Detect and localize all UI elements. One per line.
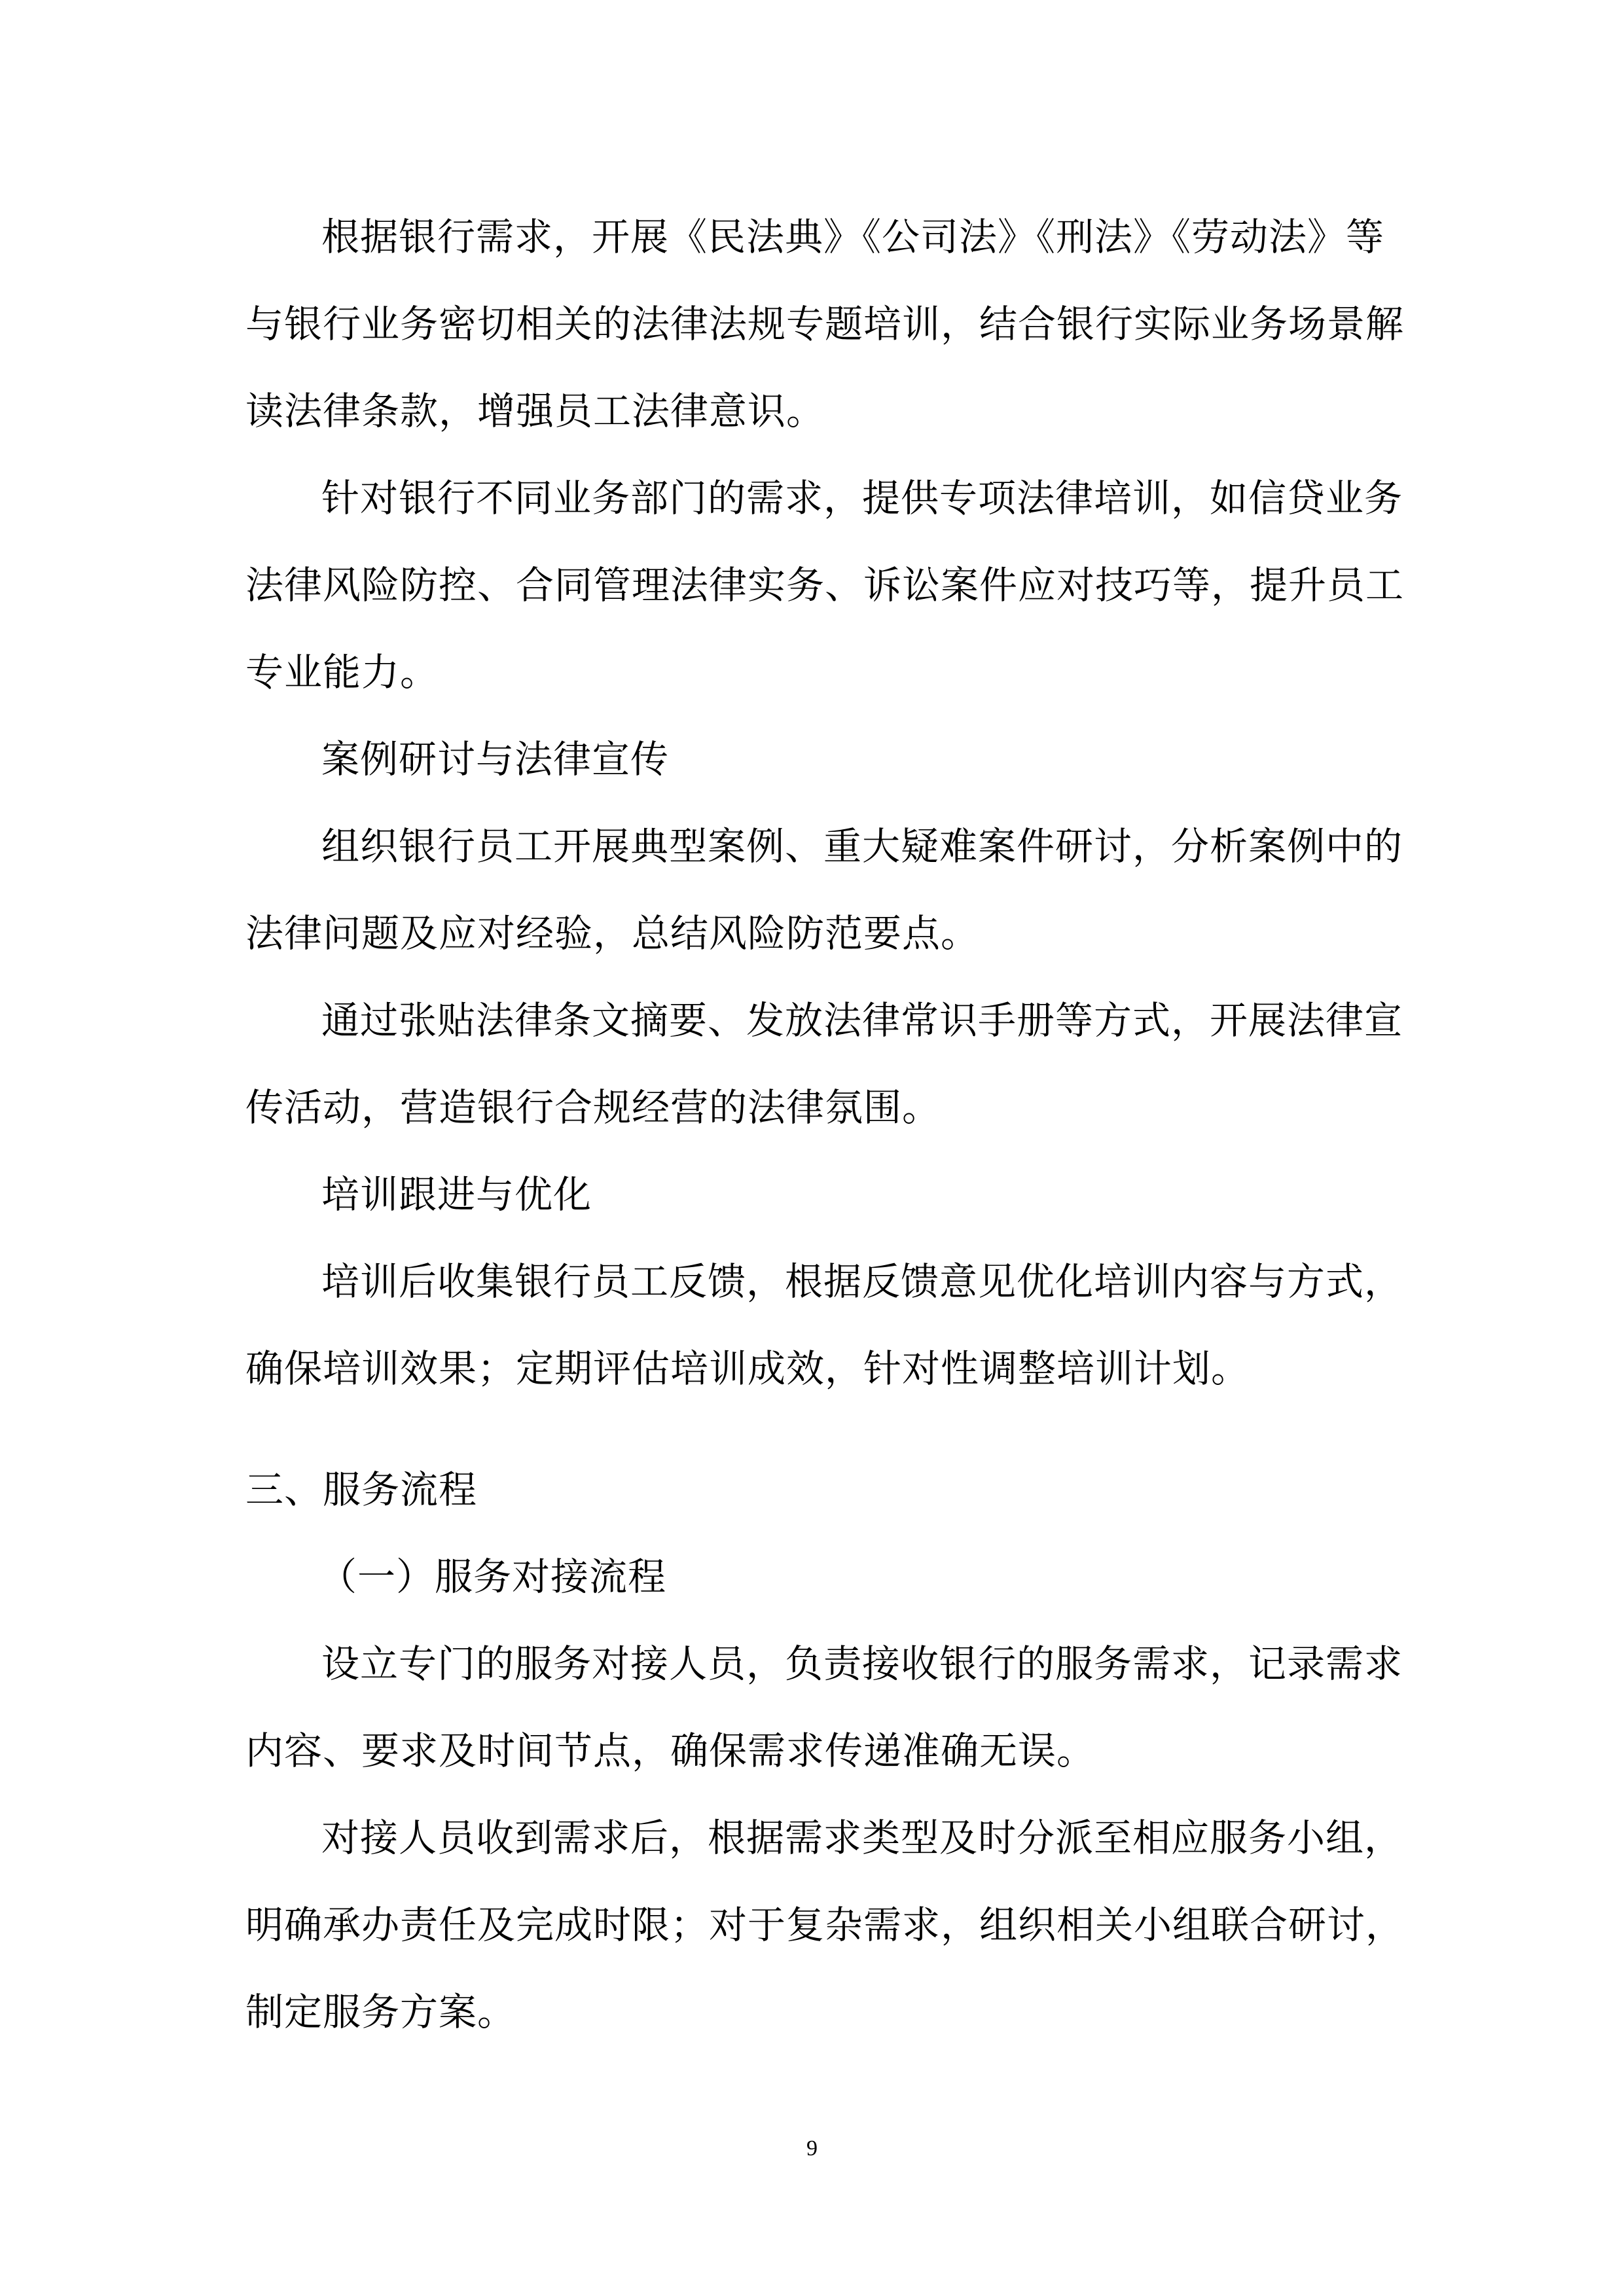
paragraph-line: 设立专门的服务对接人员，负责接收银行的服务需求，记录需求 [321, 1641, 1403, 1686]
page-number: 9 [806, 2136, 818, 2161]
paragraph-line: 法律问题及应对经验，总结风险防范要点。 [245, 911, 980, 956]
paragraph-line: 根据银行需求，开展《民法典》《公司法》《刑法》《劳动法》等 [321, 215, 1385, 259]
paragraph-line: 专业能力。 [245, 650, 439, 694]
subsection-heading: （一）服务对接流程 [319, 1554, 667, 1599]
paragraph-line: 确保培训效果；定期评估培训成效，针对性调整培训计划。 [245, 1346, 1250, 1391]
paragraph-line: 针对银行不同业务部门的需求，提供专项法律培训，如信贷业务 [321, 476, 1403, 520]
paragraph-line: 对接人员收到需求后，根据需求类型及时分派至相应服务小组， [321, 1816, 1403, 1860]
paragraph-line: 内容、要求及时间节点，确保需求传递准确无误。 [245, 1729, 1096, 1773]
chapter-heading: 三、服务流程 [245, 1467, 478, 1512]
section-heading: 案例研讨与法律宣传 [321, 737, 670, 781]
section-heading: 培训跟进与优化 [321, 1172, 592, 1217]
paragraph-line: 与银行业务密切相关的法律法规专题培训，结合银行实际业务场景解 [245, 302, 1405, 346]
paragraph-line: 培训后收集银行员工反馈，根据反馈意见优化培训内容与方式， [321, 1259, 1403, 1304]
paragraph-line: 通过张贴法律条文摘要、发放法律常识手册等方式，开展法律宣 [321, 998, 1403, 1043]
paragraph-line: 传活动，营造银行合规经营的法律氛围。 [245, 1085, 941, 1130]
paragraph-line: 制定服务方案。 [245, 1990, 516, 2034]
paragraph-line: 明确承办责任及完成时限；对于复杂需求，组织相关小组联合研讨， [245, 1903, 1405, 1947]
paragraph-line: 读法律条款，增强员工法律意识。 [245, 389, 825, 433]
paragraph-line: 法律风险防控、合同管理法律实务、诉讼案件应对技巧等，提升员工 [245, 563, 1405, 607]
paragraph-line: 组织银行员工开展典型案例、重大疑难案件研讨，分析案例中的 [321, 824, 1403, 869]
